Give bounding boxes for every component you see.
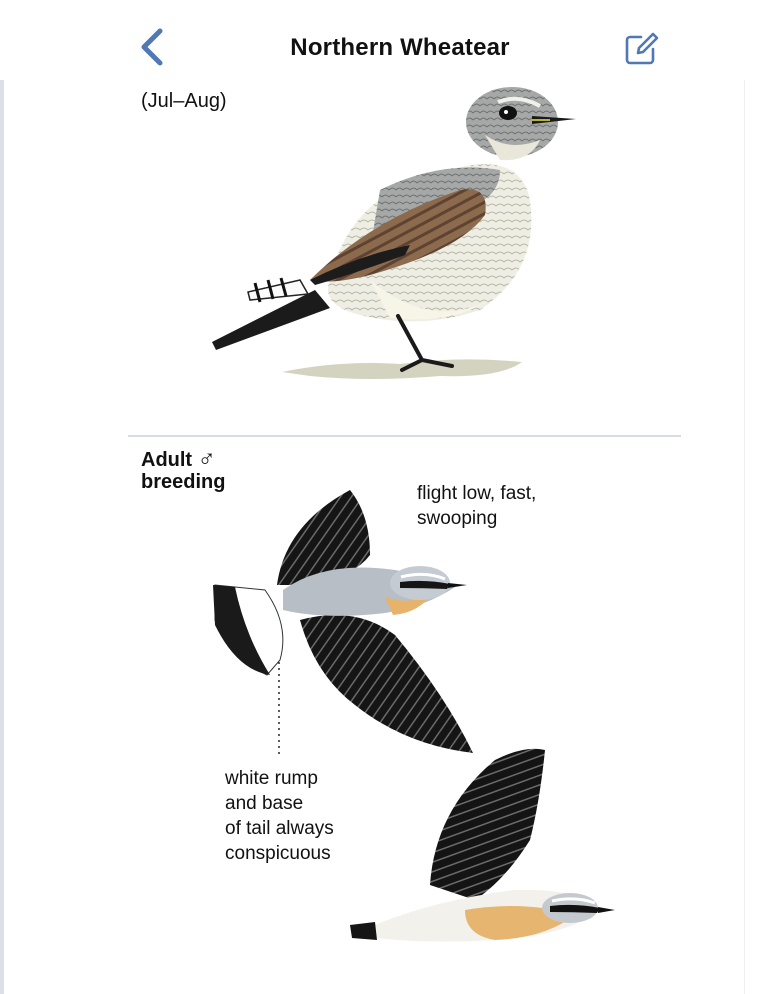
juvenile-bird-illustration [200,80,590,390]
male-symbol: ♂ [197,445,216,472]
navigation-bar [0,0,771,80]
adult-male-label: Adult ♂ [141,445,216,472]
adult-flight-illustration-lower [345,740,620,950]
edit-note-button[interactable] [624,32,660,66]
adult-flight-illustration-upper [205,485,495,775]
chevron-left-icon [136,26,172,68]
juvenile-dates-label: (Jul–Aug) [141,90,227,112]
left-edge-rule [0,0,4,994]
rump-annotation: white rump and base of tail always conspicuous [225,768,334,864]
edit-note-icon [624,32,660,66]
back-button[interactable] [136,26,172,68]
right-edge-rule [744,0,745,994]
flight-annotation: flight low, fast, swooping [417,483,537,529]
page-title: Northern Wheatear [290,34,510,61]
breeding-label: breeding [141,471,226,493]
section-divider [128,435,681,437]
